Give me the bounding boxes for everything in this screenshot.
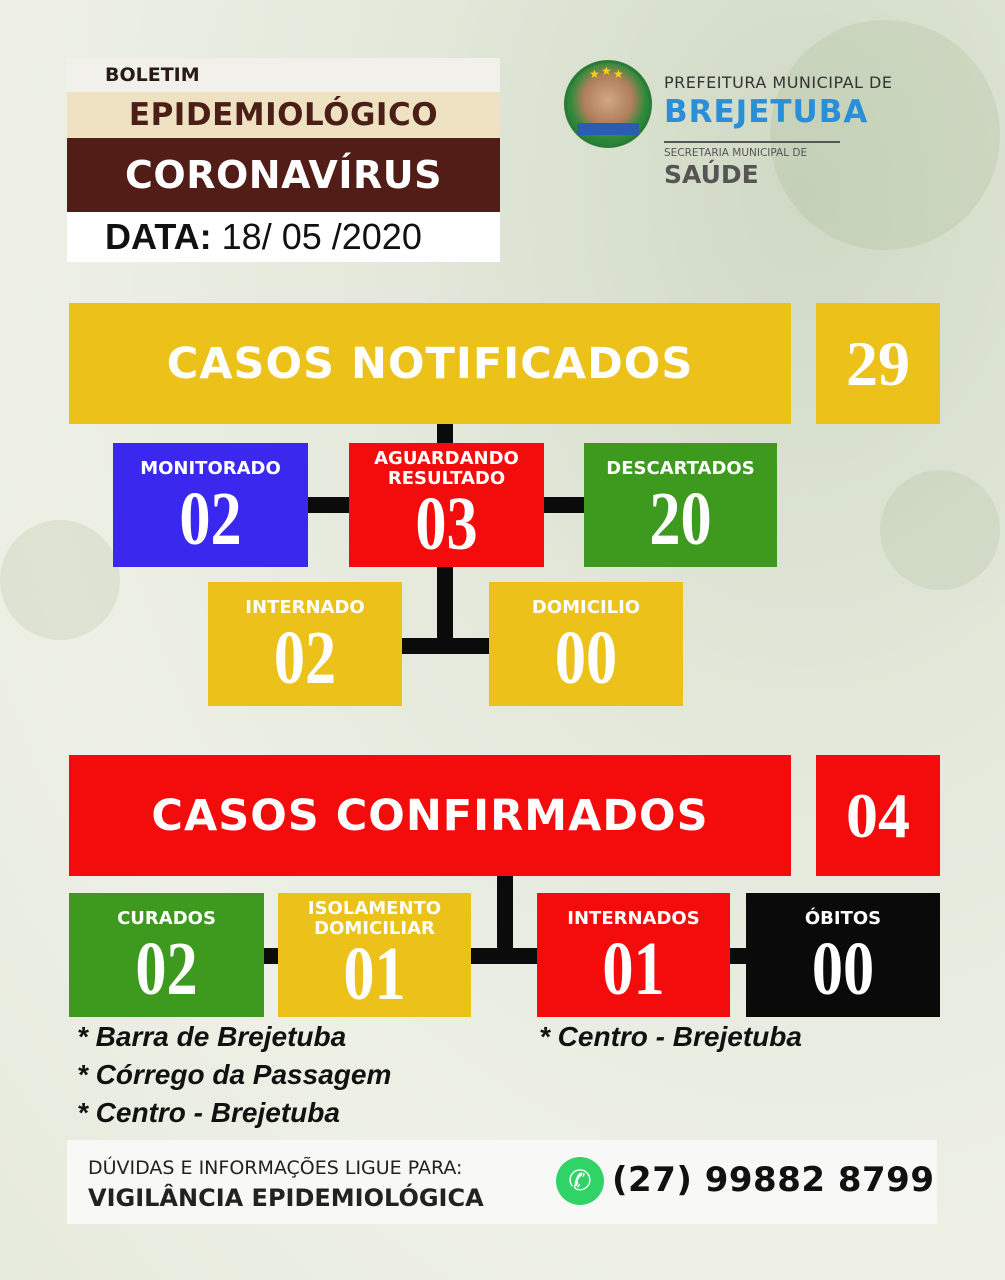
internado-value: 02 bbox=[273, 616, 337, 700]
background-virus-decoration bbox=[0, 520, 120, 640]
internado-box bbox=[208, 582, 402, 706]
date-value: 18/ 05 /2020 bbox=[221, 216, 422, 257]
descartados-label: DESCARTADOS bbox=[606, 458, 755, 479]
casos-confirmados-banner: CASOS CONFIRMADOS bbox=[69, 755, 791, 876]
descartados-box bbox=[584, 443, 777, 567]
note-line: * Barra de Brejetuba bbox=[77, 1021, 347, 1052]
domicilio-box bbox=[489, 582, 683, 706]
city-name: BREJETUBA bbox=[664, 94, 869, 130]
internados-value: 01 bbox=[602, 927, 665, 1011]
date-label: DATA: bbox=[105, 216, 212, 257]
divider bbox=[664, 141, 840, 143]
star-icon: ★ bbox=[601, 64, 612, 78]
star-icon: ★ bbox=[613, 67, 624, 81]
descartados-value: 20 bbox=[649, 477, 712, 561]
municipal-logo bbox=[564, 60, 652, 148]
saude-label: SAÚDE bbox=[664, 160, 759, 189]
aguardando-label: AGUARDANDO RESULTADO bbox=[374, 448, 519, 489]
internado-label: INTERNADO bbox=[245, 597, 365, 618]
connector bbox=[264, 948, 278, 964]
isolamento-value: 01 bbox=[343, 932, 406, 1016]
monitorado-label: MONITORADO bbox=[140, 458, 281, 479]
note-line: * Córrego da Passagem bbox=[77, 1059, 392, 1090]
coronavirus-title: CORONAVÍRUS bbox=[67, 138, 500, 212]
monitorado-value: 02 bbox=[179, 477, 242, 561]
aguardando-value: 03 bbox=[415, 482, 478, 566]
secretaria-label: SECRETARIA MUNICIPAL DE bbox=[664, 147, 808, 159]
domicilio-value: 00 bbox=[554, 616, 618, 700]
internados-label: INTERNADOS bbox=[567, 908, 700, 929]
isolamento-label: ISOLAMENTO DOMICILIAR bbox=[307, 898, 442, 939]
obitos-box bbox=[746, 893, 940, 1017]
note-line: * Centro - Brejetuba bbox=[77, 1097, 340, 1128]
aguardando-box bbox=[349, 443, 544, 567]
note-line: * Centro - Brejetuba bbox=[539, 1021, 802, 1052]
connector bbox=[730, 948, 746, 964]
whatsapp-icon: ✆ bbox=[556, 1157, 604, 1205]
monitorado-box bbox=[113, 443, 308, 567]
isolamento-box bbox=[278, 893, 471, 1017]
connector bbox=[470, 948, 538, 964]
connector bbox=[544, 497, 584, 513]
curados-box bbox=[69, 893, 264, 1017]
date-line bbox=[67, 212, 500, 262]
prefeitura-label: PREFEITURA MUNICIPAL DE bbox=[664, 73, 893, 92]
star-icon: ★ bbox=[589, 67, 600, 81]
obitos-value: 00 bbox=[811, 927, 875, 1011]
connector bbox=[437, 424, 453, 444]
domicilio-label: DOMICILIO bbox=[531, 597, 641, 618]
footer-vigilancia: VIGILÂNCIA EPIDEMIOLÓGICA bbox=[88, 1184, 484, 1212]
phone-number[interactable]: (27) 99882 8799 bbox=[612, 1160, 935, 1200]
curados-value: 02 bbox=[135, 927, 198, 1011]
background-virus-decoration bbox=[880, 470, 1000, 590]
logo-banner bbox=[577, 123, 639, 135]
casos-notificados-total: 29 bbox=[816, 303, 940, 424]
internados-box bbox=[537, 893, 730, 1017]
curados-label: CURADOS bbox=[117, 908, 216, 929]
epidemiologico-label: EPIDEMIOLÓGICO bbox=[67, 92, 500, 138]
obitos-label: ÓBITOS bbox=[804, 908, 882, 929]
casos-notificados-banner: CASOS NOTIFICADOS bbox=[69, 303, 791, 424]
connector bbox=[402, 638, 490, 654]
boletim-label: BOLETIM bbox=[67, 58, 500, 92]
casos-confirmados-total: 04 bbox=[816, 755, 940, 876]
footer-duvidas: DÚVIDAS E INFORMAÇÕES LIGUE PARA: bbox=[88, 1157, 463, 1179]
connector bbox=[308, 497, 350, 513]
background-virus-decoration bbox=[770, 20, 1000, 250]
